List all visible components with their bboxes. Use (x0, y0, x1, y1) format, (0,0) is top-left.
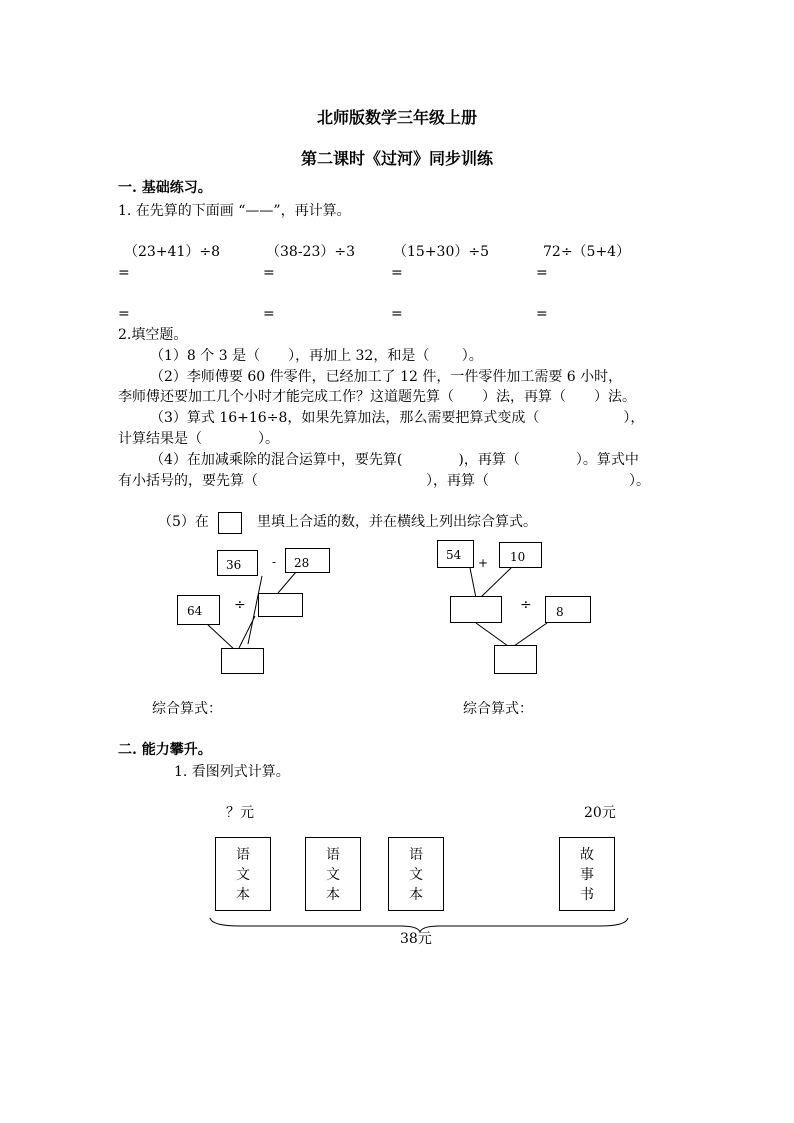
q2-item-3-line1: （3）算式 16+16÷8，如果先算加法，那么需要把算式变成（ ）， (150, 410, 645, 426)
equals-sign: = (118, 265, 130, 281)
q2-heading: 2.填空题。 (118, 327, 188, 343)
q2-item-3-line2: 计算结果是（ ）。 (118, 431, 279, 447)
operator-divide: ÷ (234, 597, 246, 613)
q2-item-5-prefix: （5）在 (158, 514, 209, 530)
equals-sign: = (536, 265, 548, 281)
equals-sign: = (118, 306, 130, 322)
q2-item-4-line1: （4）在加减乘除的混合运算中，要先算( )，再算（ ）。算式中 (150, 452, 639, 468)
expression-4: 72÷（5+4） (543, 244, 631, 260)
total-price-label: 38元 (400, 931, 432, 947)
expression-2: （38-23）÷3 (266, 244, 355, 260)
answer-box[interactable] (494, 645, 537, 674)
equals-sign: = (263, 306, 275, 322)
combined-formula-label: 综合算式： (152, 701, 222, 717)
section1-heading: 一. 基础练习。 (118, 180, 212, 196)
number-10: 10 (510, 550, 526, 564)
answer-box[interactable] (221, 648, 264, 674)
section2-heading: 二. 能力攀升。 (118, 742, 212, 758)
combined-formula-label: 综合算式： (463, 701, 533, 717)
section2-q1-prompt: 1. 看图列式计算。 (174, 764, 290, 780)
page-title: 北师版数学三年级上册 (316, 108, 477, 127)
story-book-price-label: 20元 (584, 805, 616, 821)
number-36: 36 (226, 558, 242, 572)
operator-divide: ÷ (520, 597, 532, 613)
answer-box[interactable] (450, 596, 502, 623)
equals-sign: = (391, 306, 403, 322)
number-54: 54 (446, 548, 462, 562)
chinese-book-2: 语 文 本 (305, 837, 361, 911)
number-box-8 (545, 596, 591, 623)
equals-sign: = (391, 265, 403, 281)
equals-sign: = (263, 265, 275, 281)
number-8: 8 (556, 605, 564, 619)
expression-3: （15+30）÷5 (393, 244, 489, 260)
q2-item-5-suffix: 里填上合适的数，并在横线上列出综合算式。 (257, 514, 537, 530)
chinese-book-3: 语 文 本 (388, 837, 444, 911)
q1-prompt: 1. 在先算的下面画 “——”，再计算。 (118, 203, 351, 219)
q2-item-4-line2: 有小括号的，要先算（ ），再算（ ）。 (118, 473, 650, 489)
number-64: 64 (187, 604, 203, 618)
expression-1: （23+41）÷8 (124, 244, 220, 260)
unknown-price-label: ？元 (226, 805, 254, 821)
q2-item-2-line2: 李师傅还要加工几个小时才能完成工作？这道题先算（ ）法，再算（ ）法。 (118, 389, 636, 405)
q2-item-1: （1）8 个 3 是（ ），再加上 32，和是（ ）。 (150, 348, 483, 364)
q2-item-2-line1: （2）李师傅要 60 件零件，已经加工了 12 件，一件零件加工需要 6 小时， (150, 369, 623, 385)
equals-sign: = (536, 306, 548, 322)
answer-box[interactable] (258, 593, 303, 617)
operator-plus: + (478, 556, 489, 570)
story-book: 故 事 书 (559, 837, 615, 911)
number-28: 28 (294, 556, 310, 570)
operator-minus: - (272, 555, 277, 569)
chinese-book-1: 语 文 本 (215, 837, 271, 911)
page-subtitle: 第二课时《过河》同步训练 (300, 149, 493, 168)
